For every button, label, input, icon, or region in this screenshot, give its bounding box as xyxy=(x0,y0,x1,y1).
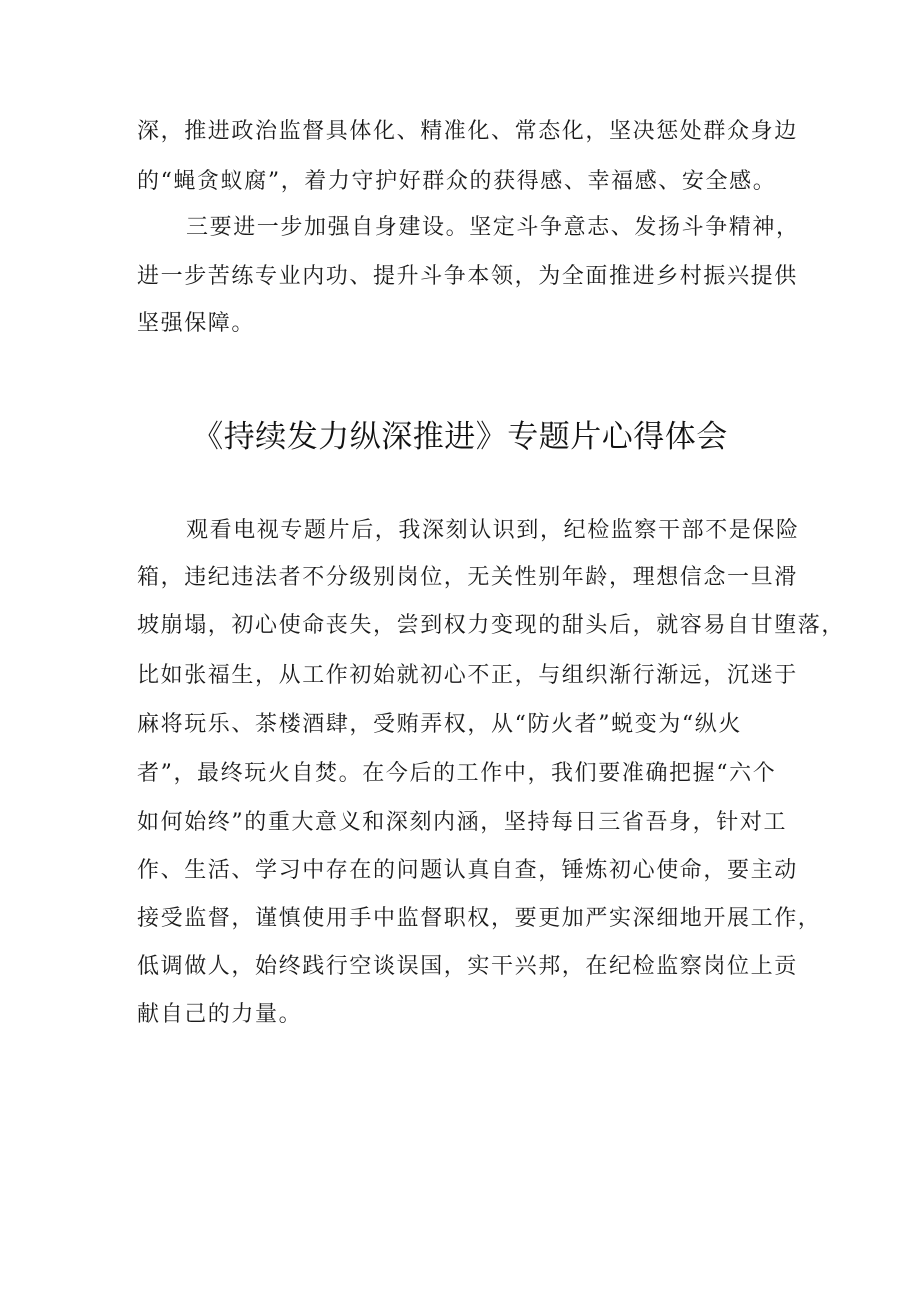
article-paragraph-line: 接受监督，谨慎使用手中监督职权，要更加严实深细地开展工作， xyxy=(137,906,822,931)
article-paragraph-line: 麻将玩乐、茶楼酒肆，受贿弄权，从“防火者”蜕变为“纵火 xyxy=(137,712,742,737)
prev-paragraph-line: 坚强保障。 xyxy=(137,311,256,336)
article-paragraph-line: 箱，违纪违法者不分级别岗位，无关性别年龄，理想信念一旦滑 xyxy=(137,565,798,590)
article-paragraph-line: 如何始终”的重大意义和深刻内涵，坚持每日三省吾身，针对工 xyxy=(137,810,788,835)
prev-paragraph-line: 的“蝇贪蚁腐”，着力守护好群众的获得感、幸福感、安全感。 xyxy=(137,169,777,194)
article-paragraph-line: 观看电视专题片后，我深刻认识到，纪检监察干部不是保险 xyxy=(186,518,800,543)
prev-paragraph-line: 进一步苦练专业内功、提升斗争本领，为全面推进乡村振兴提供 xyxy=(137,264,798,289)
article-paragraph-line: 低调做人，始终践行空谈误国，实干兴邦，在纪检监察岗位上贡 xyxy=(137,954,798,979)
prev-paragraph-line: 深，推进政治监督具体化、精准化、常态化，坚决惩处群众身边 xyxy=(137,119,798,144)
article-paragraph-line: 作、生活、学习中存在的问题认真自查，锤炼初心使命，要主动 xyxy=(137,858,798,883)
article-paragraph-line: 献自己的力量。 xyxy=(137,1002,303,1027)
article-paragraph-line: 比如张福生，从工作初始就初心不正，与组织渐行渐远，沉迷于 xyxy=(137,663,798,688)
article-paragraph-line: 坡崩塌，初心使命丧失，尝到权力变现的甜头后，就容易自甘堕落， xyxy=(137,613,846,638)
article-paragraph-line: 者”，最终玩火自焚。在今后的工作中，我们要准确把握“六个 xyxy=(137,761,777,786)
article-title: 《持续发力纵深推进》专题片心得体会 xyxy=(192,419,728,455)
prev-paragraph-line: 三要进一步加强自身建设。坚定斗争意志、发扬斗争精神， xyxy=(186,215,800,240)
